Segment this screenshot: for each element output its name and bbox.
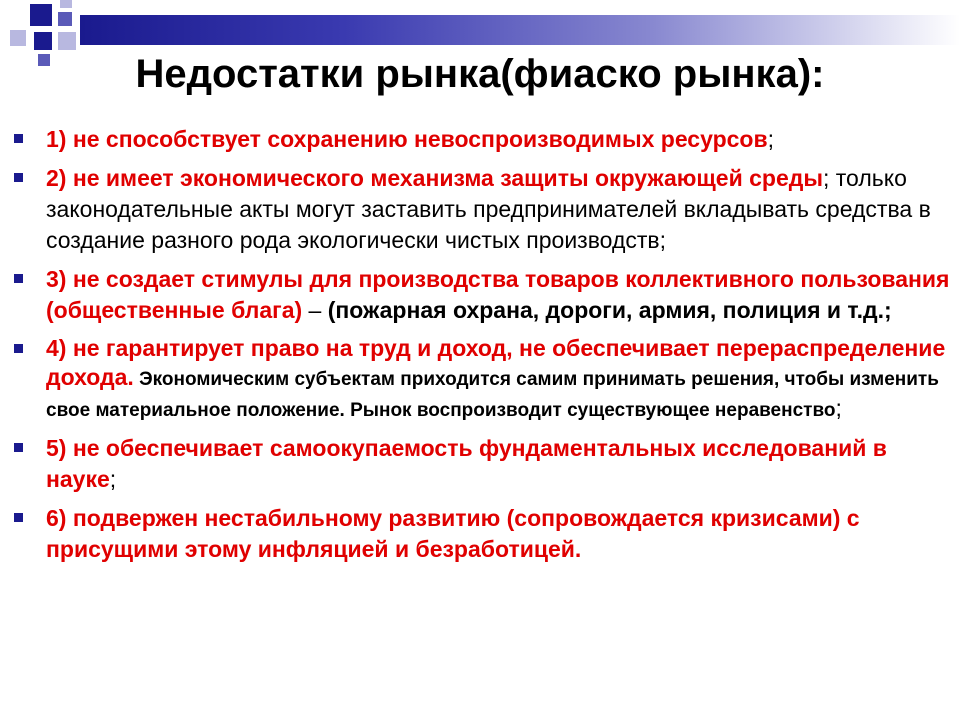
bullet-item xyxy=(10,124,955,155)
slide-title: Недостатки рынка(фиаско рынка): xyxy=(135,52,825,96)
bullet-highlight: 1) не способствует сохранению невоспроизводимых ресурсов xyxy=(46,126,768,152)
bullet-text: ; xyxy=(767,126,775,152)
bullet-item xyxy=(10,433,955,495)
square-bullet-icon xyxy=(14,443,23,452)
bullet-item xyxy=(10,334,955,425)
bullet-dash: – xyxy=(302,297,328,323)
bullet-text: ; xyxy=(109,466,117,492)
bullet-text: ; только законодательные акты могут заставить предпринимателей вкладывать средства в создание разного рода экологически чистых производств; xyxy=(46,165,931,253)
bullet-item xyxy=(10,163,955,256)
square-bullet-icon xyxy=(14,274,23,283)
bullet-highlight: 6) подвержен нестабильному развитию (сопровождается кризисами) с присущими этому инфляцией и безработицей. xyxy=(46,505,860,562)
decor-square xyxy=(34,32,52,50)
bullet-item xyxy=(10,264,955,326)
bullet-highlight: 2) не имеет экономического механизма защиты окружающей среды xyxy=(46,165,823,191)
bullet-text: Экономическим субъектам приходится самим принимать решения, чтобы изменить свое материальное положение. Рынок воспроизводит существующее неравенство xyxy=(46,369,939,421)
decor-square xyxy=(58,32,76,50)
bullet-highlight: 5) не обеспечивает самоокупаемость фундаментальных исследований в науке xyxy=(46,435,887,492)
decor-square xyxy=(58,12,72,26)
bullet-text: (пожарная охрана, дороги, армия, полиция и т.д.; xyxy=(327,297,892,323)
square-bullet-icon xyxy=(14,344,23,353)
decor-square xyxy=(10,30,26,46)
bullet-highlight: 3) не создает стимулы для производства товаров коллективного пользования (общественные блага) xyxy=(46,266,950,323)
bullet-highlight: 4) не гарантирует право на труд и доход, не обеспечивает перераспределение дохода. xyxy=(46,335,946,390)
bullet-list xyxy=(10,124,955,573)
header-gradient-bar xyxy=(80,15,960,45)
decor-square xyxy=(30,4,52,26)
bullet-text: ; xyxy=(835,395,842,421)
bullet-item xyxy=(10,503,955,565)
square-bullet-icon xyxy=(14,173,23,182)
square-bullet-icon xyxy=(14,134,23,143)
decor-square xyxy=(60,0,72,8)
square-bullet-icon xyxy=(14,513,23,522)
